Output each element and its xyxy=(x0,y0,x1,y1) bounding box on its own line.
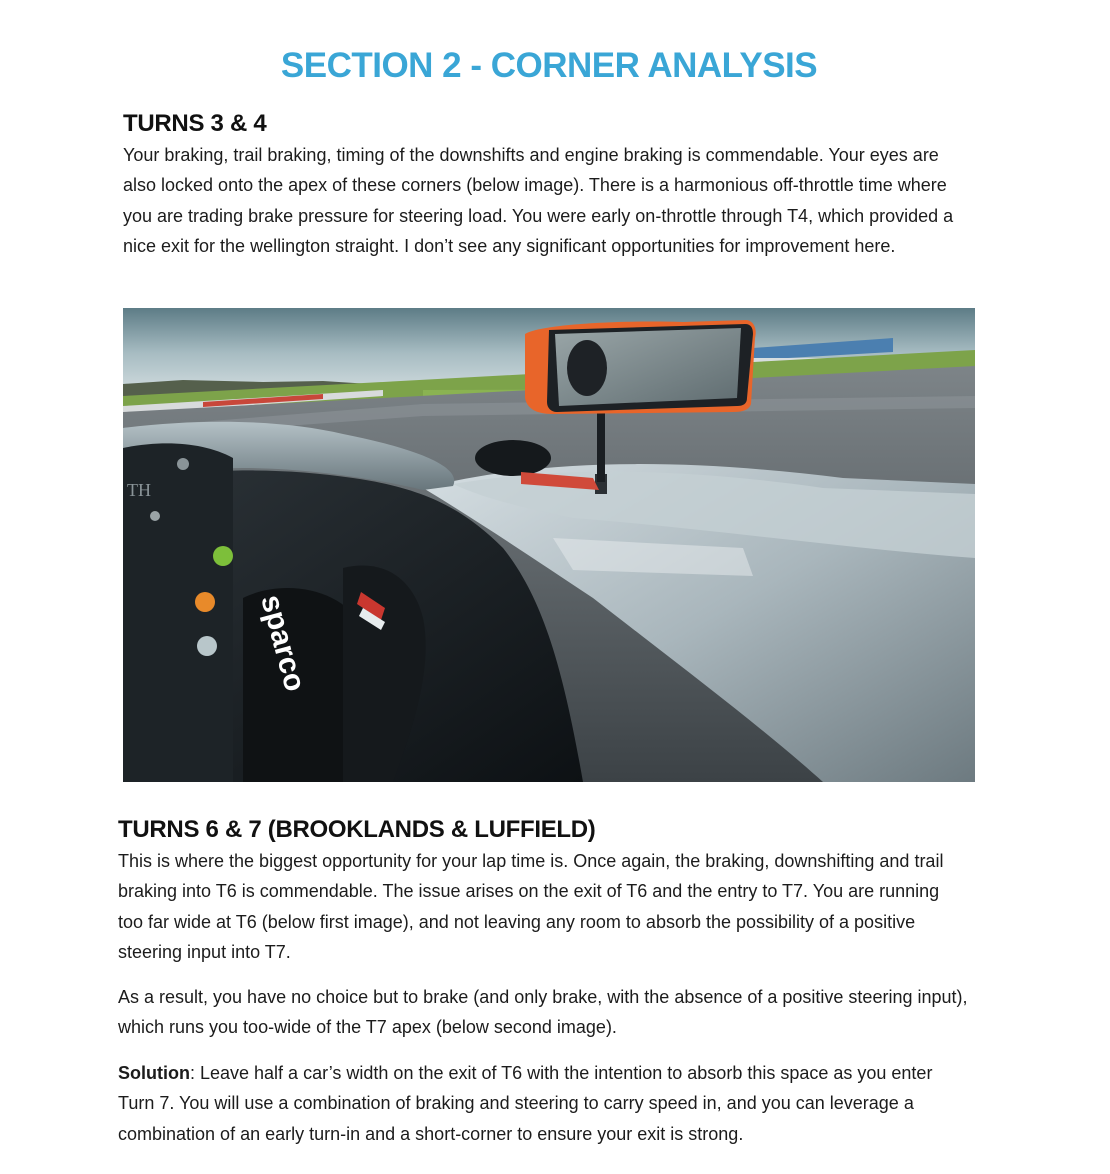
turns-6-7-para-2: As a result, you have no choice but to brake (and only brake, with the absence of a positive steering input), which runs you too-wide of the T7 apex (below second image). xyxy=(118,987,968,1038)
turns-3-4-body: Your braking, trail braking, timing of the downshifts and engine braking is commendable. Your eyes are also locked onto the apex of these corners (below image). There is a harmonious off-throttle time where you are trading brake pressure for steering load. You were early on-throttle through T4, which provided a nice exit for the wellington straight. I don’t see any significant opportunities for improvement here. xyxy=(123,145,954,256)
turns-3-4-heading: TURNS 3 & 4 xyxy=(123,110,267,137)
sparco-logo: sparco xyxy=(254,591,312,695)
solution-text: : Leave half a car’s width on the exit of T6 with the intention to absorb this space as you enter Turn 7. You will use a combination of braking and steering to carry speed in, and you can leverage a combination of an early turn-in and a short-corner to ensure your exit is strong. xyxy=(118,1063,933,1144)
solution-label: Solution xyxy=(118,1063,190,1083)
dash-text: TH xyxy=(127,480,151,500)
turns-6-7-para-1: This is where the biggest opportunity for your lap time is. Once again, the braking, downshifting and trail braking into T6 is commendable. The issue arises on the exit of T6 and the entry to T7. You are running too far wide at T6 (below first image), and not leaving any room to absorb the possibility of a positive steering input into T7. xyxy=(118,851,944,962)
turns-6-7-heading: TURNS 6 & 7 (BROOKLANDS & LUFFIELD) xyxy=(118,816,596,843)
onboard-photo-turns-3-4 xyxy=(123,308,975,782)
solution-paragraph xyxy=(118,1058,933,1149)
page-title: SECTION 2 - CORNER ANALYSIS xyxy=(280,46,818,85)
